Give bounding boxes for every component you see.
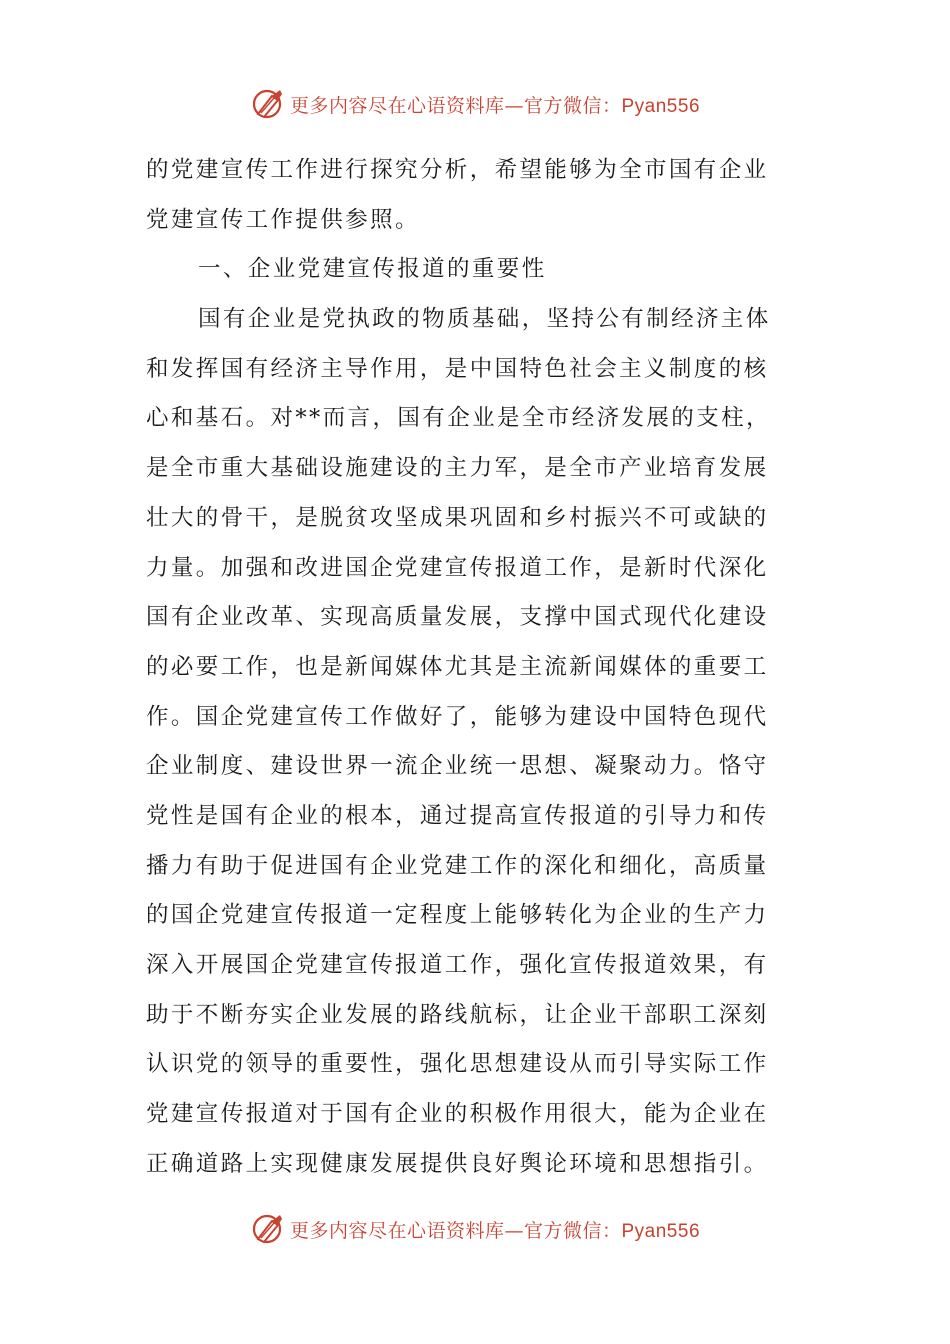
text-line: 助于不断夯实企业发展的路线航标，让企业干部职工深刻 bbox=[146, 1001, 769, 1028]
text-line: 正确道路上实现健康发展提供良好舆论环境和思想指引。 bbox=[146, 1150, 769, 1177]
text-line: 国有企业改革、实现高质量发展，支撑中国式现代化建设 bbox=[146, 604, 769, 631]
watermark-site-name: 更多内容尽在心语资料库 bbox=[289, 1219, 505, 1242]
watermark-site-name: 更多内容尽在心语资料库 bbox=[289, 94, 505, 117]
text-line: 的国企党建宣传报道一定程度上能够转化为企业的生产力 bbox=[146, 902, 769, 929]
pen-nib-logo-icon bbox=[250, 86, 286, 122]
text-line: 作。国企党建宣传工作做好了，能够为建设中国特色现代 bbox=[146, 703, 769, 730]
text-line: 国有企业是党执政的物质基础，坚持公有制经济主体 bbox=[198, 306, 771, 333]
watermark-official-label: 官方微信： bbox=[523, 1219, 622, 1242]
text-line: 力量。加强和改进国企党建宣传报道工作，是新时代深化 bbox=[146, 554, 769, 581]
text-line: 的必要工作，也是新闻媒体尤其是主流新闻媒体的重要工 bbox=[146, 653, 769, 680]
watermark-text bbox=[290, 91, 700, 118]
text-line: 深入开展国企党建宣传报道工作，强化宣传报道效果，有 bbox=[146, 952, 769, 978]
watermark-dash: — bbox=[504, 1219, 524, 1242]
watermark-text bbox=[290, 1216, 700, 1243]
text-line: 壮大的骨干，是脱贫攻坚成果巩固和乡村振兴不可或缺的 bbox=[146, 504, 769, 531]
text-line: 党建宣传报道对于国有企业的积极作用很大，能为企业在 bbox=[146, 1101, 769, 1128]
watermark-banner-top bbox=[0, 84, 950, 124]
watermark-official-label: 官方微信： bbox=[523, 94, 622, 117]
watermark-handle: Pyan556 bbox=[621, 95, 701, 117]
text-line: 是全市重大基础设施建设的主力军，是全市产业培育发展 bbox=[146, 455, 769, 482]
watermark-dash: — bbox=[504, 94, 524, 117]
text-line: 和发挥国有经济主导作用，是中国特色社会主义制度的核 bbox=[146, 355, 769, 382]
text-line: 播力有助于促进国有企业党建工作的深化和细化，高质量 bbox=[146, 852, 769, 879]
pen-nib-logo-icon bbox=[250, 1211, 286, 1247]
text-line: 的党建宣传工作进行探究分析，希望能够为全市国有企业 bbox=[146, 157, 769, 183]
text-line: 心和基石。对**而言，国有企业是全市经济发展的支柱， bbox=[146, 405, 771, 432]
text-line: 认识党的领导的重要性，强化思想建设从而引导实际工作 bbox=[146, 1051, 769, 1078]
watermark-banner-bottom bbox=[0, 1209, 950, 1249]
text-line: 企业制度、建设世界一流企业统一思想、凝聚动力。恪守 bbox=[146, 753, 769, 780]
watermark-handle: Pyan556 bbox=[621, 1220, 701, 1242]
section-heading: 一、企业党建宣传报道的重要性 bbox=[198, 256, 547, 283]
text-line: 党建宣传工作提供参照。 bbox=[146, 206, 420, 233]
text-line: 党性是国有企业的根本，通过提高宣传报道的引导力和传 bbox=[146, 802, 769, 829]
document-body bbox=[146, 146, 806, 1189]
